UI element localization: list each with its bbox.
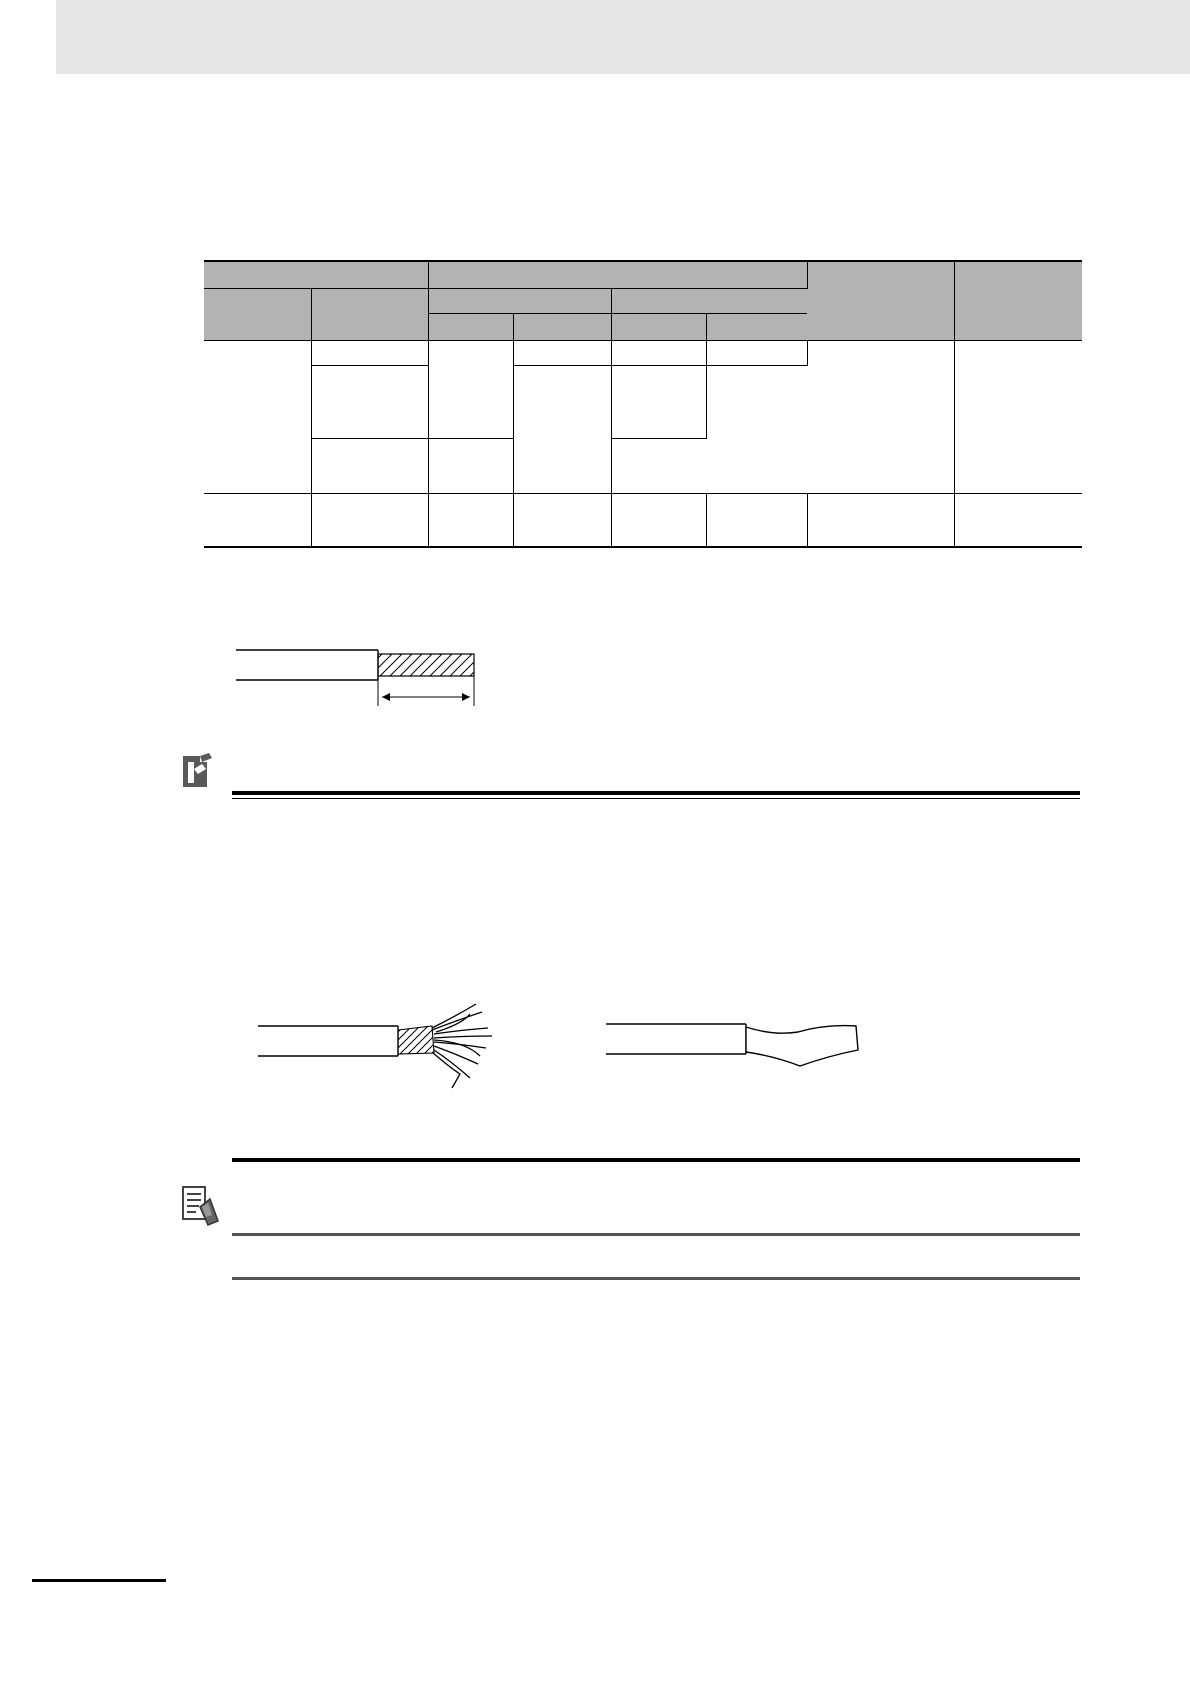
table-cell [611,493,706,547]
table-cell [311,493,428,547]
section-rule [232,791,1080,795]
table-header-cell [611,288,807,313]
table-cell [706,365,807,493]
wire-spec-table [204,260,1082,548]
table-cell [513,340,611,365]
table-cell [807,493,954,547]
table-header-cell [428,261,807,288]
table-cell [954,340,1082,493]
footer-rule [32,1579,166,1582]
table-cell [428,340,513,438]
table-cell [611,365,706,438]
table-header-cell [954,261,1082,340]
table-cell [611,438,706,493]
table-header-cell [513,313,611,340]
table-header-cell [204,261,428,288]
table-header-cell [428,313,513,340]
note-rule [232,1233,1080,1236]
frayed-wire-figure [256,998,516,1098]
table-cell [428,438,513,493]
precautions-icon [178,752,214,790]
section-rule [232,1158,1080,1162]
table-header-cell [204,288,311,340]
additional-info-icon [180,1185,220,1227]
table-cell [204,493,311,547]
table-header-cell [311,288,428,340]
section-rule [232,798,1080,799]
table-cell [611,340,706,365]
table-header-cell [807,261,954,340]
table-cell [807,340,954,493]
table-cell [428,493,513,547]
table-cell [513,493,611,547]
table-cell [954,493,1082,547]
table-cell [513,365,611,493]
table-cell [706,340,807,365]
table-header-cell [428,288,611,313]
table-header-cell [706,313,807,340]
table-cell [204,340,311,493]
twisted-wire-figure [604,1012,874,1082]
table-cell [706,493,807,547]
table-cell [311,365,428,438]
table-cell [311,340,428,365]
note-rule [232,1277,1080,1280]
table-cell [311,438,428,493]
wire-strip-length-figure [236,640,486,710]
table-header-cell [611,313,706,340]
header-band [56,0,1190,74]
